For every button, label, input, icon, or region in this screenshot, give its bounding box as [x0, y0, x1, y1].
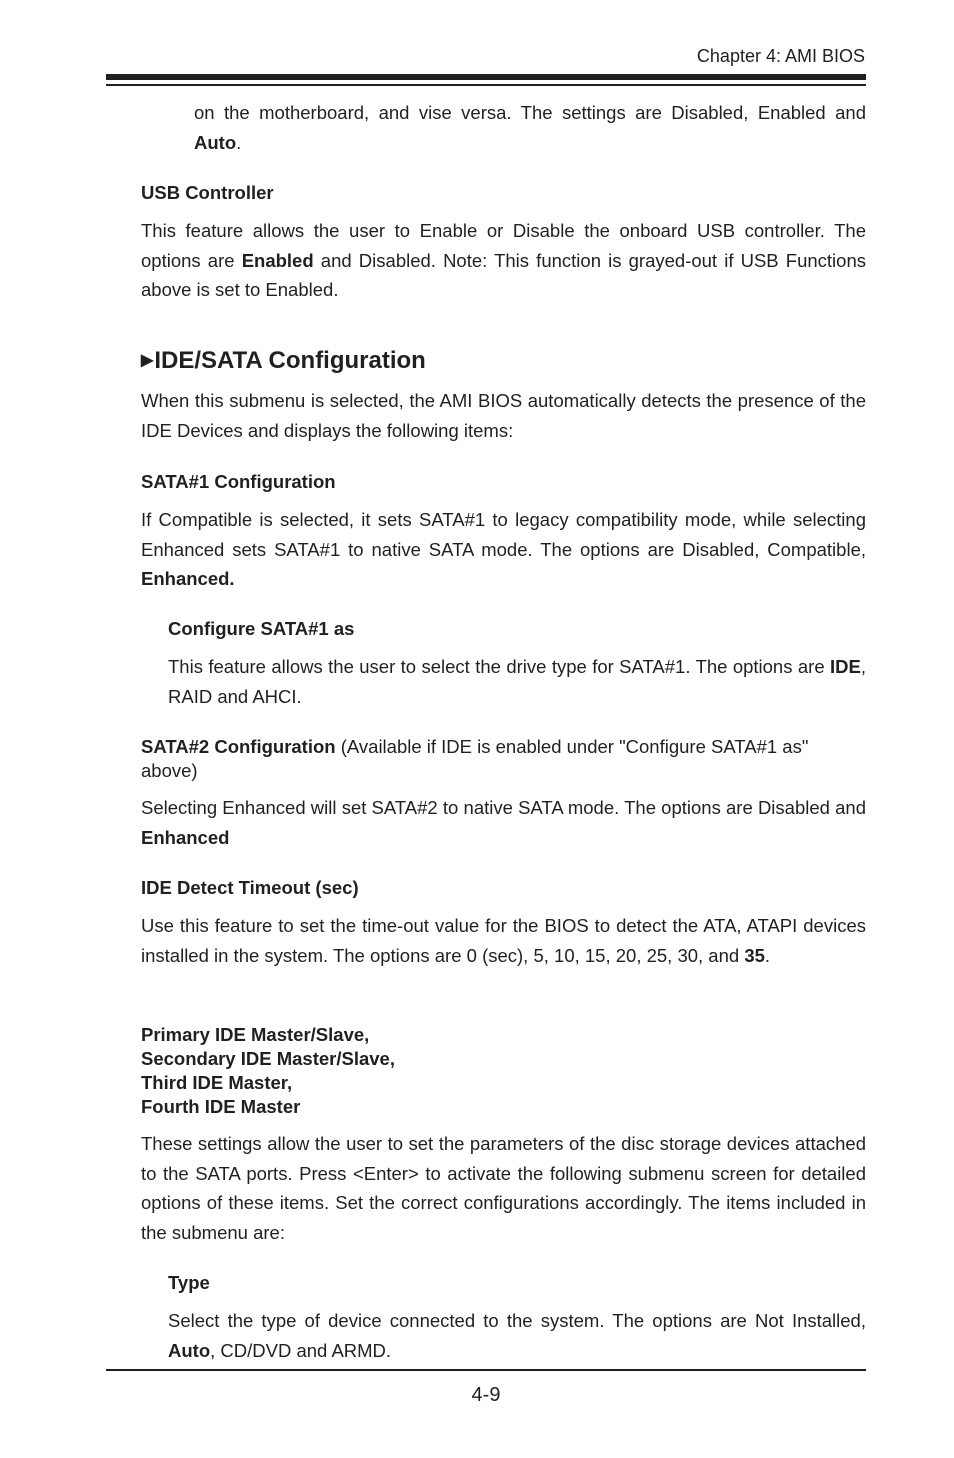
- configure-sata1-text-2: , RAID and AHCI.: [168, 656, 866, 707]
- ide-timeout-end: .: [764, 944, 771, 966]
- intro-end: .: [236, 131, 242, 153]
- ide-sata-section-title: [141, 346, 426, 376]
- third-ide-heading: Third IDE Master,: [141, 1072, 293, 1093]
- ide-master-paragraph: These settings allow the user to set the parameters of the disc storage devices attached to the SATA ports. Press <Enter> to activate the following submenu screen for detailed options of these items. Set the correct configurations accordingly. The items included in the submenu are:: [141, 1133, 866, 1243]
- sata1-paragraph: [141, 505, 866, 594]
- header-rule-thin: [106, 84, 866, 86]
- sata2-text: Selecting Enhanced will set SATA#2 to native SATA mode. The options are Disabled and: [141, 797, 866, 818]
- usb-controller-paragraph: [141, 216, 866, 305]
- type-text-1: Select the type of device connected to the system. The options are Not Installed,: [168, 1310, 866, 1331]
- ide-timeout-bold: 35: [744, 944, 765, 966]
- configure-sata1-heading: Configure SATA#1 as: [168, 618, 355, 639]
- usb-text-2: and Disabled. Note: This function is grayed-out if USB Functions above is set to Enabled.: [141, 249, 866, 300]
- secondary-ide-heading: Secondary IDE Master/Slave,: [141, 1048, 395, 1069]
- sata2-note: (Available if IDE is enabled under "Configure SATA#1 as" above): [141, 736, 809, 781]
- sata1-text: If Compatible is selected, it sets SATA#1 to legacy compatibility mode, while selecting Enhanced sets SATA#1 to native SATA mode. The options are Disabled, Compatible,: [141, 509, 866, 560]
- ide-sata-paragraph: When this submenu is selected, the AMI BIOS automatically detects the presence of the IDE Devices and displays the following items:: [141, 390, 866, 441]
- intro-bold: Auto: [194, 131, 237, 153]
- configure-sata1-bold: IDE: [830, 656, 861, 677]
- sata1-heading: SATA#1 Configuration: [141, 471, 336, 492]
- footer-rule: [106, 1369, 866, 1371]
- ide-timeout-heading: IDE Detect Timeout (sec): [141, 877, 359, 898]
- usb-controller-heading: USB Controller: [141, 182, 274, 203]
- configure-sata1-text-1: This feature allows the user to select the drive type for SATA#1. The options are: [168, 656, 831, 677]
- ide-master-heading-block: [141, 1023, 395, 1119]
- primary-ide-heading: Primary IDE Master/Slave,: [141, 1024, 370, 1045]
- sata2-title: SATA#2 Configuration: [141, 736, 336, 757]
- fourth-ide-heading: Fourth IDE Master: [141, 1096, 301, 1117]
- configure-sata1-paragraph: [168, 652, 866, 711]
- page-number: 4-9: [471, 1384, 501, 1406]
- ide-sata-title-text: IDE/SATA Configuration: [154, 347, 426, 374]
- type-heading: Type: [168, 1272, 210, 1293]
- type-bold: Auto: [168, 1339, 211, 1361]
- usb-bold: Enabled: [241, 249, 314, 271]
- chapter-header: Chapter 4: AMI BIOS: [696, 46, 865, 66]
- sata1-bold: Enhanced.: [141, 568, 235, 589]
- intro-paragraph: [194, 98, 866, 157]
- intro-text: on the motherboard, and vise versa. The settings are Disabled, Enabled and: [194, 102, 866, 123]
- sata2-paragraph: [141, 793, 866, 852]
- sata2-heading: [141, 735, 841, 783]
- usb-text-1: This feature allows the user to Enable or Disable the onboard USB controller. The options are: [141, 220, 866, 271]
- sata2-bold: Enhanced: [141, 826, 230, 848]
- submenu-arrow-icon: ▶: [141, 352, 154, 369]
- ide-timeout-paragraph: [141, 911, 866, 970]
- type-paragraph: [168, 1306, 866, 1365]
- header-rule-thick: [106, 74, 866, 80]
- ide-timeout-text: Use this feature to set the time-out value for the BIOS to detect the ATA, ATAPI devices installed in the system. The options are 0 (sec), 5, 10, 15, 20, 25, 30, and: [141, 915, 866, 966]
- type-text-2: , CD/DVD and ARMD.: [210, 1339, 392, 1361]
